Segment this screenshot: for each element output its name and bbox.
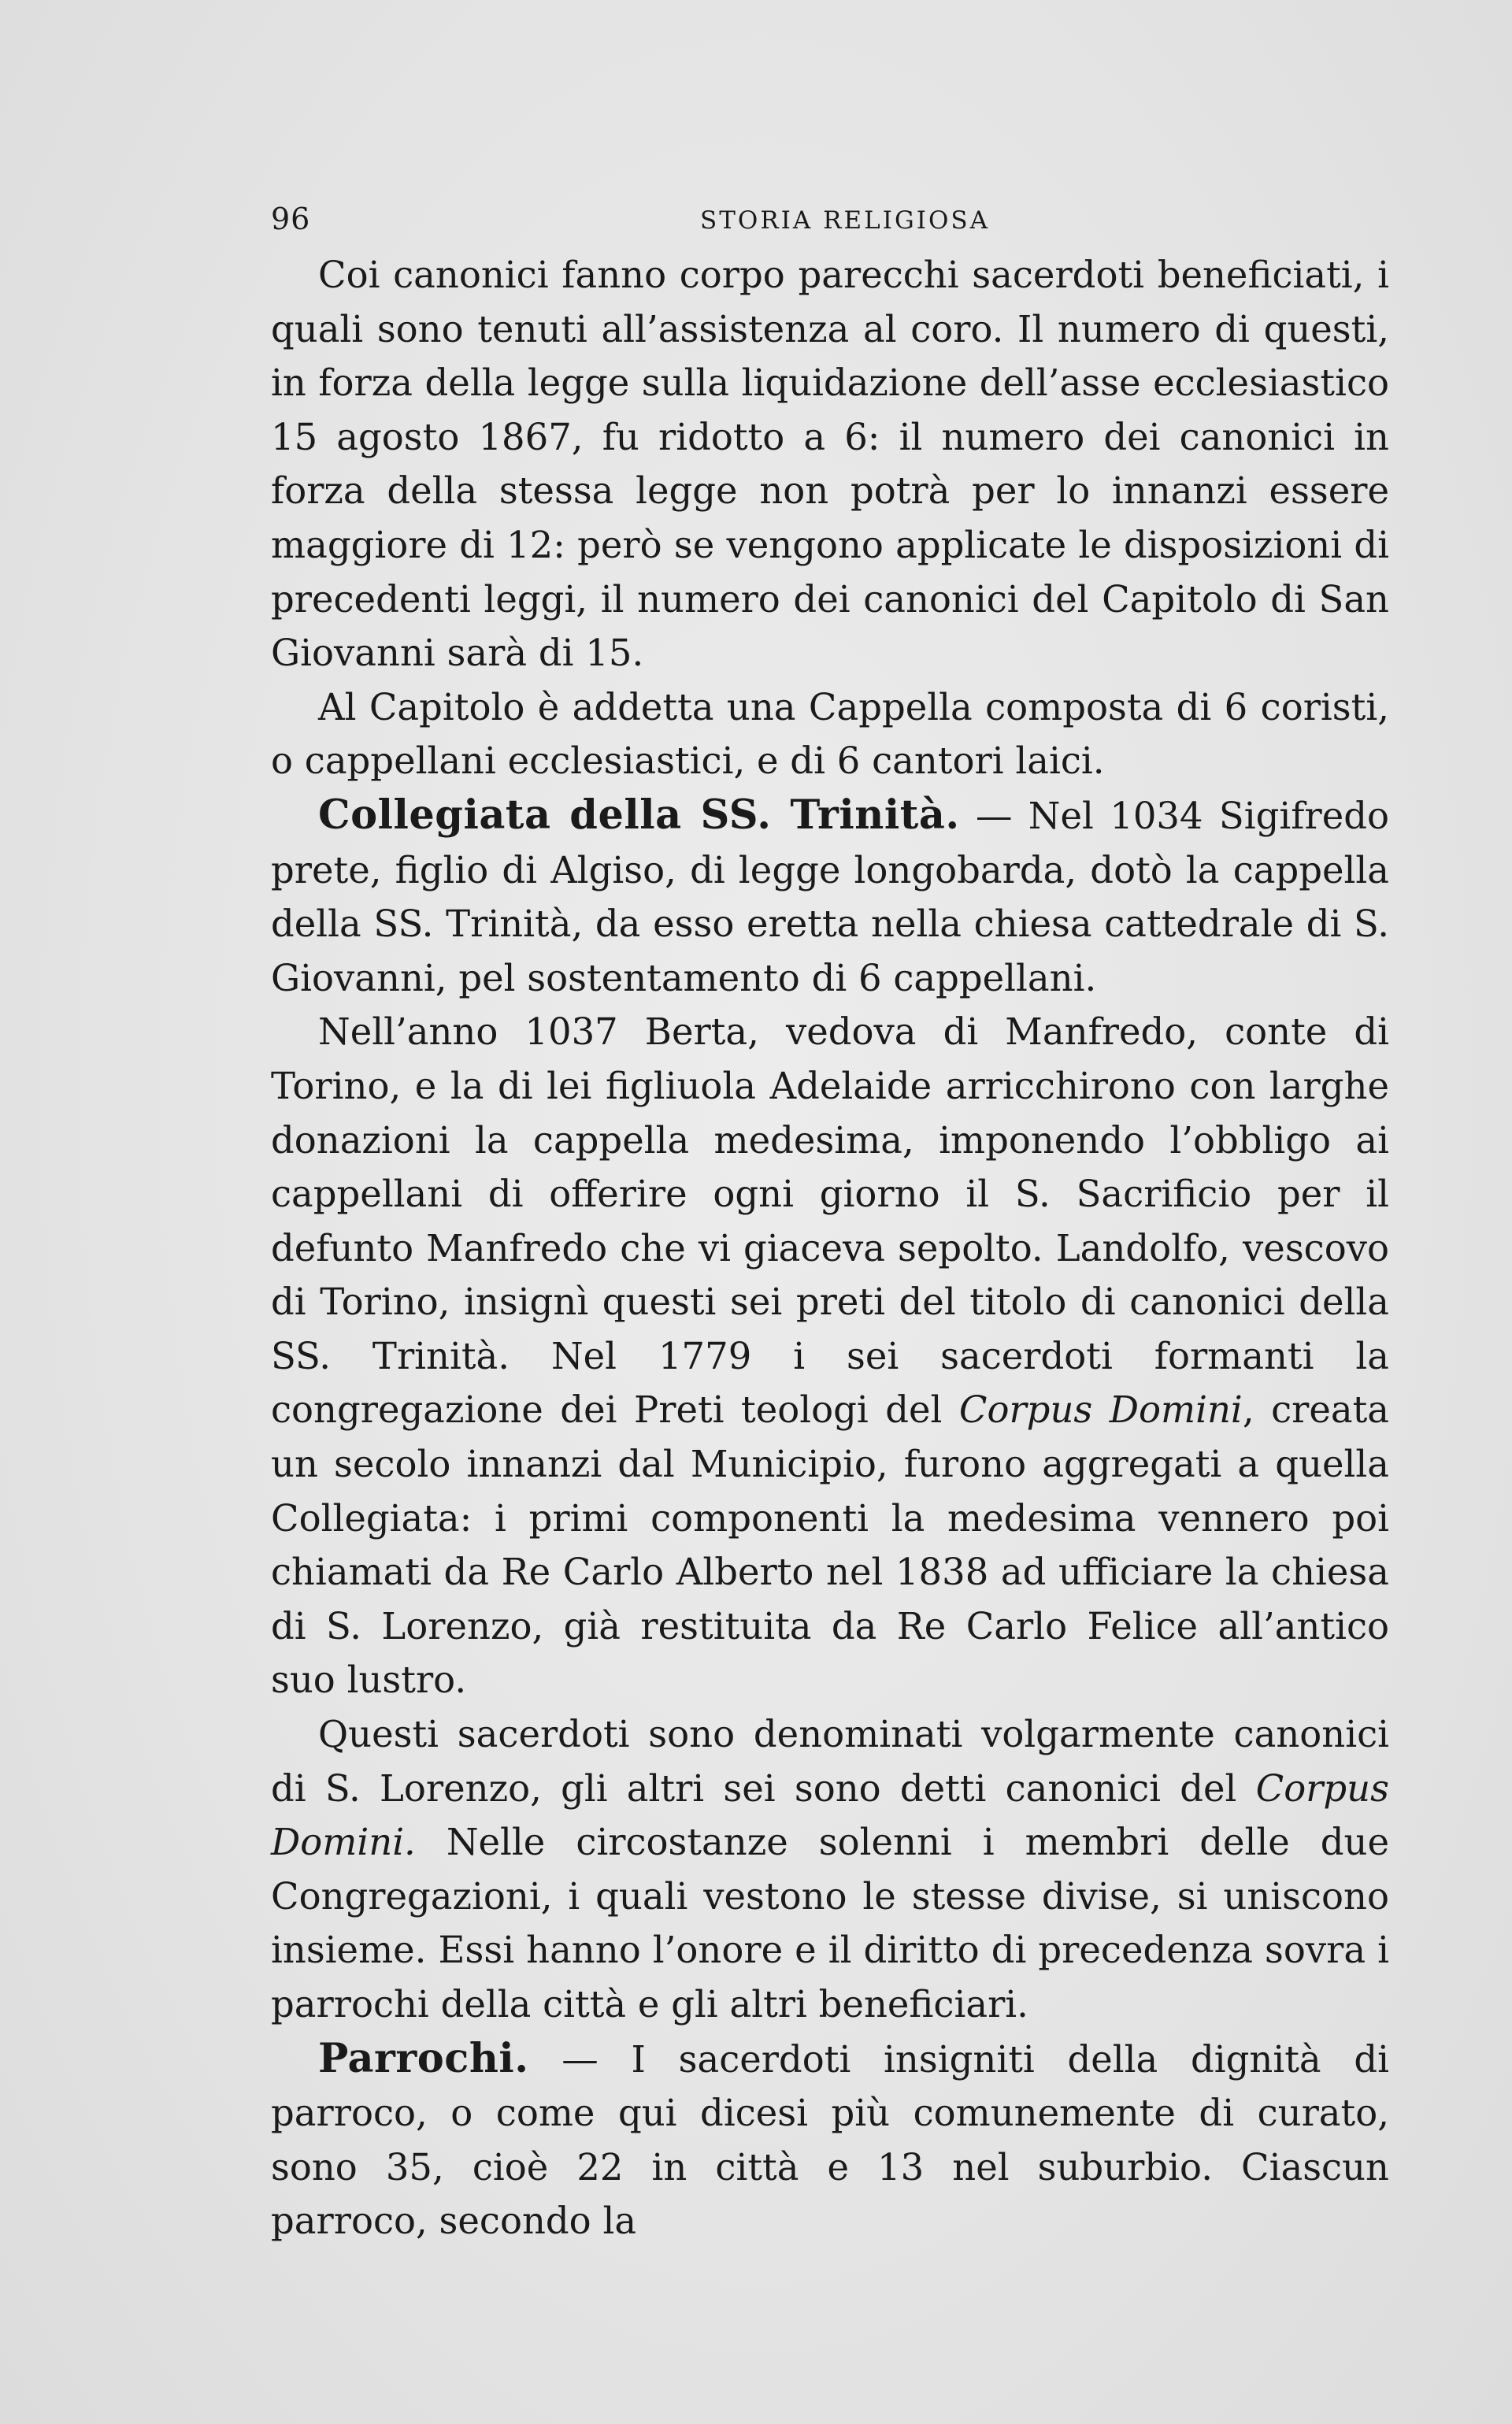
running-title: STORIA RELIGIOSA: [700, 206, 991, 235]
paragraph-lorenzo-text-1: Questi sacerdoti sono denominati volgarmente canonici di S. Lorenzo, gli altri sei sono detti canonici del: [271, 1713, 1389, 1810]
paragraph-lorenzo: [271, 1707, 1389, 2032]
paragraph-parrochi: [271, 2032, 1389, 2248]
page-number: 96: [271, 202, 311, 236]
section-heading-parrochi: Parrochi.: [318, 2034, 529, 2082]
italic-corpus-domini-2: Corpus Domini.: [271, 1766, 1389, 1864]
italic-corpus-domini: Corpus Domini: [958, 1388, 1243, 1432]
paragraph-parrochi-text: — I sacerdoti insigniti della dignità di parroco, o come qui dicesi più comunemente di curato, sono 35, cioè 22 in città e 13 nel suburbio. Ciascun parroco, secondo la: [271, 2037, 1389, 2243]
paragraph-canonici: Coi canonici fanno corpo parecchi sacerdoti beneficiati, i quali sono tenuti all’assistenza al coro. Il numero di questi, in forza della legge sulla liquidazione dell’asse ecclesiastico 15 agosto 1867, fu ridotto a 6: il numero dei canonici in forza della stessa legge non potrà per lo innanzi essere maggiore di 12: però se vengono applicate le disposizioni di precedenti leggi, il numero dei canonici del Capitolo di San Giovanni sarà di 15.: [271, 254, 1389, 675]
paragraph-lorenzo-text-2: Nelle circostanze solenni i membri delle due Congregazioni, i quali vestono le stesse divise, si uniscono insieme. Essi hanno l’onore e il diritto di precedenza sovra i parrochi della città e gli altri beneficiari.: [271, 1821, 1389, 2026]
section-heading-collegiata: Collegiata della SS. Trinità.: [318, 791, 960, 839]
paragraph-berta-text-2: , creata un secolo innanzi dal Municipio, furono aggregati a quella Collegiata: i primi componenti la medesima vennero poi chiamati da Re Carlo Alberto nel 1838 ad ufficiare la chiesa di S. Lorenzo, già restituita da Re Carlo Felice all’antico suo lustro.: [271, 1388, 1390, 1702]
paragraph-berta: [271, 1005, 1389, 1707]
paragraph-berta-text-1: Nell’anno 1037 Berta, vedova di Manfredo, conte di Torino, e la di lei figliuola Adelaide arricchirono con larghe donazioni la cappella medesima, imponendo l’obbligo ai cappellani di offerire ogni giorno il S. Sacrificio per il defunto Manfredo che vi giaceva sepolto. Landolfo, vescovo di Torino, insignì questi sei preti del titolo di canonici della SS. Trinità. Nel 1779 i sei sacerdoti formanti la congregazione dei Preti teologi del: [271, 1010, 1389, 1432]
page-header: [271, 195, 1389, 243]
paragraph-collegiata-text: — Nel 1034 Sigifredo prete, figlio di Algiso, di legge longobarda, dotò la cappella della SS. Trinità, da esso eretta nella chiesa cattedrale di S. Giovanni, pel sostentamento di 6 cappellani.: [271, 794, 1389, 999]
body-text: [271, 248, 1389, 2248]
paragraph-cappella: Al Capitolo è addetta una Cappella composta di 6 coristi, o cappellani ecclesiastici, e di 6 cantori laici.: [271, 685, 1389, 783]
paragraph-collegiata: [271, 788, 1389, 1005]
